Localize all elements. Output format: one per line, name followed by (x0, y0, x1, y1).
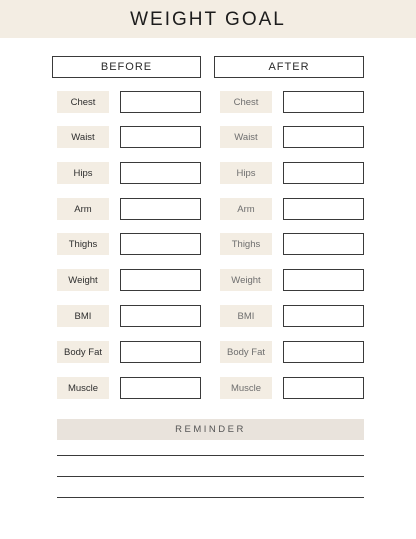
after-label-weight: Weight (220, 269, 272, 291)
before-input-muscle[interactable] (120, 377, 201, 399)
after-label-body-fat: Body Fat (220, 341, 272, 363)
before-label-body-fat: Body Fat (57, 341, 109, 363)
after-input-weight[interactable] (283, 269, 364, 291)
reminder-line[interactable] (57, 497, 364, 498)
before-label-arm: Arm (57, 198, 109, 220)
after-label-arm: Arm (220, 198, 272, 220)
after-input-waist[interactable] (283, 126, 364, 148)
before-label-weight: Weight (57, 269, 109, 291)
after-input-chest[interactable] (283, 91, 364, 113)
before-input-bmi[interactable] (120, 305, 201, 327)
after-column-header: AFTER (214, 56, 364, 78)
before-input-hips[interactable] (120, 162, 201, 184)
after-input-thighs[interactable] (283, 233, 364, 255)
after-input-muscle[interactable] (283, 377, 364, 399)
after-input-bmi[interactable] (283, 305, 364, 327)
page-title: WEIGHT GOAL (130, 9, 286, 30)
before-label-muscle: Muscle (57, 377, 109, 399)
before-input-thighs[interactable] (120, 233, 201, 255)
reminder-line[interactable] (57, 455, 364, 456)
after-label-waist: Waist (220, 126, 272, 148)
after-label-muscle: Muscle (220, 377, 272, 399)
after-input-arm[interactable] (283, 198, 364, 220)
after-label-hips: Hips (220, 162, 272, 184)
after-input-body-fat[interactable] (283, 341, 364, 363)
reminder-line[interactable] (57, 476, 364, 477)
after-label-chest: Chest (220, 91, 272, 113)
before-label-thighs: Thighs (57, 233, 109, 255)
before-label-bmi: BMI (57, 305, 109, 327)
reminder-header: REMINDER (57, 419, 364, 440)
before-input-arm[interactable] (120, 198, 201, 220)
before-column-header: BEFORE (52, 56, 201, 78)
before-label-waist: Waist (57, 126, 109, 148)
after-label-thighs: Thighs (220, 233, 272, 255)
before-input-chest[interactable] (120, 91, 201, 113)
after-label-bmi: BMI (220, 305, 272, 327)
before-input-weight[interactable] (120, 269, 201, 291)
before-label-hips: Hips (57, 162, 109, 184)
before-input-body-fat[interactable] (120, 341, 201, 363)
before-label-chest: Chest (57, 91, 109, 113)
before-input-waist[interactable] (120, 126, 201, 148)
after-input-hips[interactable] (283, 162, 364, 184)
